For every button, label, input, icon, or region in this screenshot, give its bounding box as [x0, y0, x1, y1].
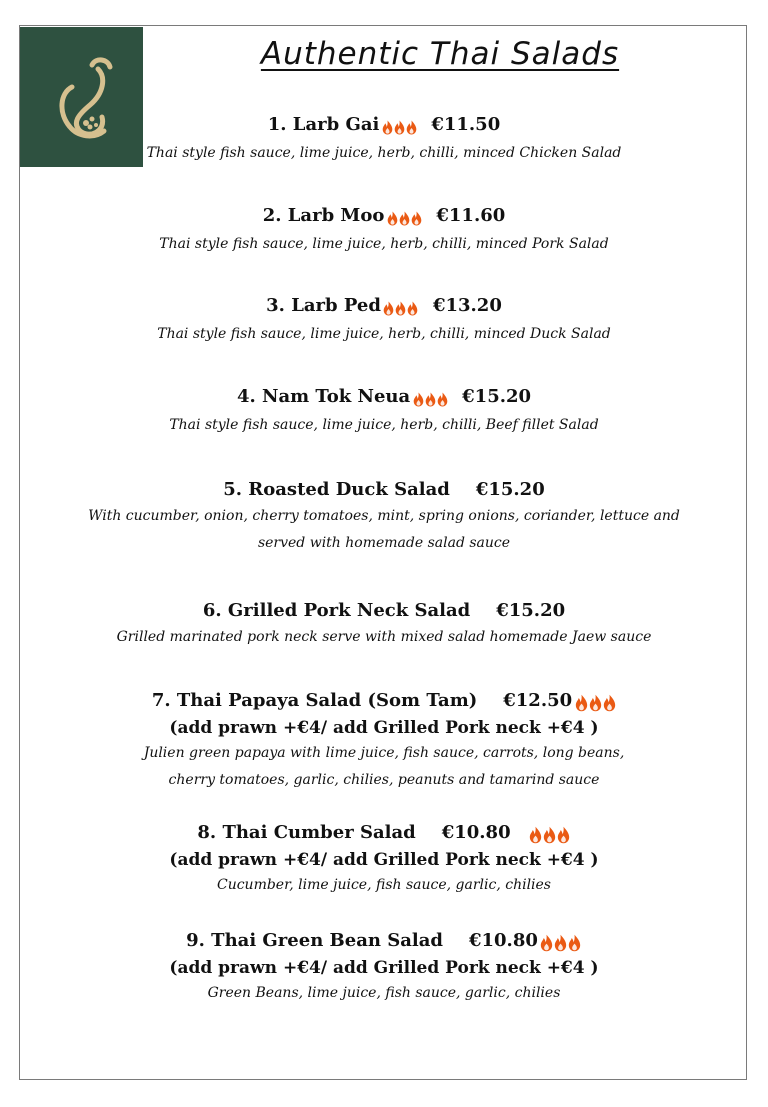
menu-item — [40, 477, 728, 557]
item-description: Thai style fish sauce, lime juice, herb, chilli, minced Duck Salad — [157, 326, 611, 342]
chili-icon — [603, 694, 616, 712]
item-price: €10.80 — [441, 822, 511, 843]
item-name: 3. Larb Ped — [266, 295, 381, 316]
item-name: 2. Larb Moo — [262, 205, 385, 226]
chili-icon — [394, 120, 405, 135]
item-name: 1. Larb Gai — [267, 114, 380, 135]
chili-icon — [554, 934, 567, 952]
item-price: €13.20 — [432, 295, 502, 316]
menu-item — [60, 820, 708, 899]
menu-item — [60, 384, 708, 439]
spice-level — [386, 205, 422, 231]
chili-icon — [529, 826, 542, 844]
menu-item — [60, 112, 708, 167]
item-description: cherry tomatoes, garlic, chilies, peanuts and tamarind sauce — [168, 772, 600, 788]
chili-icon — [407, 301, 418, 316]
item-price: €11.50 — [431, 114, 501, 135]
chili-icon — [425, 392, 436, 407]
menu-item — [60, 928, 708, 1007]
item-description: Thai style fish sauce, lime juice, herb, chilli, Beef fillet Salad — [169, 417, 599, 433]
spice-level — [540, 930, 582, 956]
spice-level — [529, 822, 571, 848]
chili-icon — [399, 211, 410, 226]
chili-icon — [406, 120, 417, 135]
item-name: 9. Thai Green Bean Salad — [186, 930, 443, 951]
item-description: served with homemade salad sauce — [257, 535, 511, 551]
spice-level — [412, 386, 448, 412]
item-price: €15.20 — [475, 479, 545, 500]
chili-icon — [437, 392, 448, 407]
item-name: 7. Thai Papaya Salad (Som Tam) — [151, 690, 478, 711]
item-description: With cucumber, onion, cherry tomatoes, mint, spring onions, coriander, lettuce and — [88, 508, 680, 524]
item-addon: (add prawn +€4/ add Grilled Pork neck +€4 ) — [169, 850, 599, 870]
chili-icon — [557, 826, 570, 844]
item-description: Green Beans, lime juice, fish sauce, garlic, chilies — [207, 985, 561, 1001]
chili-icon — [413, 392, 424, 407]
item-name: 6. Grilled Pork Neck Salad — [202, 600, 471, 621]
spice-level — [381, 114, 417, 140]
item-description: Thai style fish sauce, lime juice, herb, chilli, minced Chicken Salad — [146, 145, 622, 161]
item-description: Thai style fish sauce, lime juice, herb, chilli, minced Pork Salad — [159, 236, 609, 252]
item-addon: (add prawn +€4/ add Grilled Pork neck +€4 ) — [169, 718, 599, 738]
chili-icon — [382, 120, 393, 135]
item-price: €15.20 — [496, 600, 566, 621]
page-title: Authentic Thai Salads — [260, 36, 620, 72]
spice-level — [383, 295, 419, 321]
item-price: €15.20 — [462, 386, 532, 407]
item-name: 8. Thai Cumber Salad — [197, 822, 416, 843]
menu-item — [60, 203, 708, 258]
item-description: Julien green papaya with lime juice, fish sauce, carrots, long beans, — [143, 745, 625, 761]
chili-icon — [543, 826, 556, 844]
chili-icon — [383, 301, 394, 316]
item-description: Grilled marinated pork neck serve with mixed salad homemade Jaew sauce — [116, 629, 652, 645]
menu-item — [60, 293, 708, 348]
spice-level — [574, 690, 616, 716]
chili-icon — [387, 211, 398, 226]
chili-icon — [540, 934, 553, 952]
item-price: €10.80 — [468, 930, 538, 951]
chili-icon — [395, 301, 406, 316]
chili-icon — [589, 694, 602, 712]
menu-item — [60, 598, 708, 651]
item-price: €12.50 — [503, 690, 573, 711]
menu-item — [60, 688, 708, 794]
item-name: 5. Roasted Duck Salad — [223, 479, 450, 500]
item-price: €11.60 — [436, 205, 506, 226]
item-addon: (add prawn +€4/ add Grilled Pork neck +€4 ) — [169, 958, 599, 978]
chili-icon — [575, 694, 588, 712]
chili-icon — [411, 211, 422, 226]
chili-icon — [568, 934, 581, 952]
item-name: 4. Nam Tok Neua — [236, 386, 411, 407]
item-description: Cucumber, lime juice, fish sauce, garlic, chilies — [216, 877, 551, 893]
